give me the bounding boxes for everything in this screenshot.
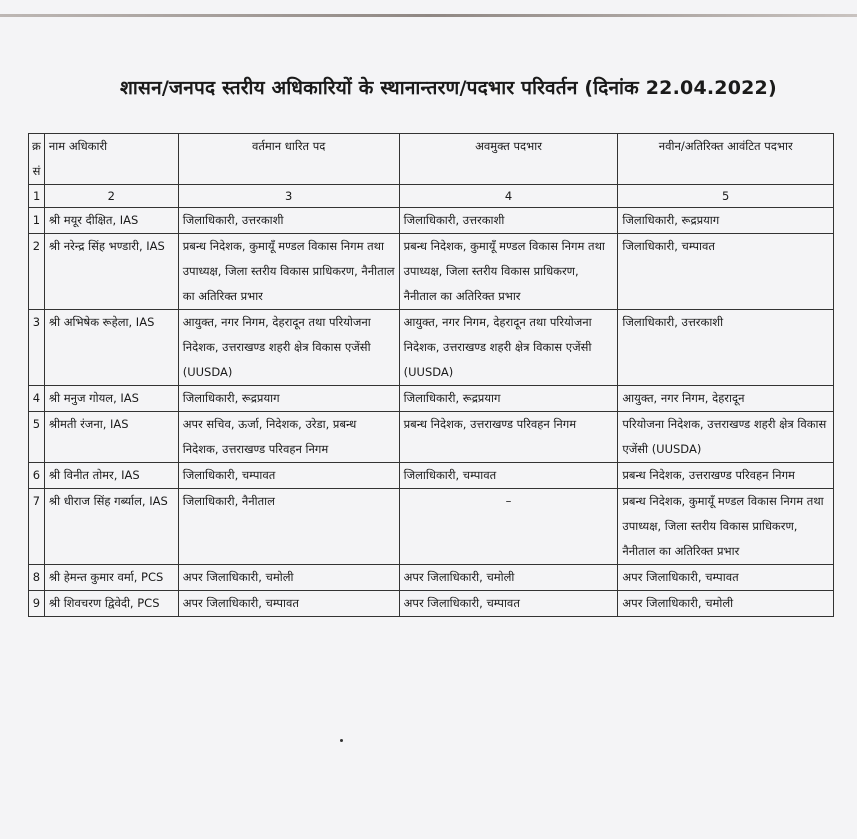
relieved-charge: अपर जिलाधिकारी, चम्पावत (399, 591, 618, 617)
officer-name: श्री मनुज गोयल, IAS (44, 386, 178, 412)
row-serial-number: 4 (29, 386, 45, 412)
row-serial-number: 2 (29, 234, 45, 310)
current-post: जिलाधिकारी, चम्पावत (178, 463, 399, 489)
page-title: शासन/जनपद स्तरीय अधिकारियों के स्थानान्तरण/पदभार परिवर्तन (दिनांक 22.04.2022) (120, 77, 777, 99)
current-post: जिलाधिकारी, रूद्रप्रयाग (178, 386, 399, 412)
officer-name: श्री हेमन्त कुमार वर्मा, PCS (44, 565, 178, 591)
relieved-charge: – (399, 489, 618, 565)
officer-name: श्री धीराज सिंह गर्ब्याल, IAS (44, 489, 178, 565)
column-number-row (29, 185, 834, 208)
relieved-charge: अपर जिलाधिकारी, चमोली (399, 565, 618, 591)
header-sn: क्र सं (29, 134, 45, 185)
row-serial-number: 9 (29, 591, 45, 617)
header-relieved-charge: अवमुक्त पदभार (399, 134, 618, 185)
relieved-charge: जिलाधिकारी, रूद्रप्रयाग (399, 386, 618, 412)
new-charge: प्रबन्ध निदेशक, उत्तराखण्ड परिवहन निगम (618, 463, 834, 489)
header-name: नाम अधिकारी (44, 134, 178, 185)
table-body (29, 208, 834, 617)
row-serial-number: 7 (29, 489, 45, 565)
current-post: जिलाधिकारी, नैनीताल (178, 489, 399, 565)
current-post: अपर सचिव, ऊर्जा, निदेशक, उरेडा, प्रबन्ध निदेशक, उत्तराखण्ड परिवहन निगम (178, 412, 399, 463)
current-post: अपर जिलाधिकारी, चमोली (178, 565, 399, 591)
table-row (29, 489, 834, 565)
table-row (29, 463, 834, 489)
table-row (29, 412, 834, 463)
current-post: अपर जिलाधिकारी, चम्पावत (178, 591, 399, 617)
column-number: 3 (178, 185, 399, 208)
header-new-charge: नवीन/अतिरिक्त आवंटित पदभार (618, 134, 834, 185)
table-row (29, 310, 834, 386)
column-number: 4 (399, 185, 618, 208)
new-charge: प्रबन्ध निदेशक, कुमायूँ मण्डल विकास निगम तथा उपाध्यक्ष, जिला स्तरीय विकास प्राधिकरण, नैनीताल का अतिरिक्त प्रभार (618, 489, 834, 565)
relieved-charge: आयुक्त, नगर निगम, देहरादून तथा परियोजना निदेशक, उत्तराखण्ड शहरी क्षेत्र विकास एजेंसी (UUSDA) (399, 310, 618, 386)
current-post: जिलाधिकारी, उत्तरकाशी (178, 208, 399, 234)
table-row (29, 386, 834, 412)
new-charge: जिलाधिकारी, चम्पावत (618, 234, 834, 310)
table-row (29, 234, 834, 310)
officer-name: श्रीमती रंजना, IAS (44, 412, 178, 463)
officer-name: श्री शिवचरण द्विवेदी, PCS (44, 591, 178, 617)
table-row (29, 591, 834, 617)
relieved-charge: जिलाधिकारी, चम्पावत (399, 463, 618, 489)
new-charge: अपर जिलाधिकारी, चमोली (618, 591, 834, 617)
current-post: आयुक्त, नगर निगम, देहरादून तथा परियोजना निदेशक, उत्तराखण्ड शहरी क्षेत्र विकास एजेंसी (UUSDA) (178, 310, 399, 386)
table-row (29, 208, 834, 234)
officer-name: श्री मयूर दीक्षित, IAS (44, 208, 178, 234)
new-charge: जिलाधिकारी, उत्तरकाशी (618, 310, 834, 386)
row-serial-number: 3 (29, 310, 45, 386)
row-serial-number: 1 (29, 208, 45, 234)
table-row (29, 565, 834, 591)
new-charge: आयुक्त, नगर निगम, देहरादून (618, 386, 834, 412)
column-number: 5 (618, 185, 834, 208)
officer-name: श्री नरेन्द्र सिंह भण्डारी, IAS (44, 234, 178, 310)
current-post: प्रबन्ध निदेशक, कुमायूँ मण्डल विकास निगम तथा उपाध्यक्ष, जिला स्तरीय विकास प्राधिकरण, नैनीताल का अतिरिक्त प्रभार (178, 234, 399, 310)
new-charge: जिलाधिकारी, रूद्रप्रयाग (618, 208, 834, 234)
new-charge: परियोजना निदेशक, उत्तराखण्ड शहरी क्षेत्र विकास एजेंसी (UUSDA) (618, 412, 834, 463)
column-number: 1 (29, 185, 45, 208)
row-serial-number: 5 (29, 412, 45, 463)
column-number: 2 (44, 185, 178, 208)
transfer-table (28, 133, 834, 617)
top-divider-line (0, 14, 857, 17)
stray-dot (340, 739, 343, 742)
row-serial-number: 6 (29, 463, 45, 489)
header-current-post: वर्तमान धारित पद (178, 134, 399, 185)
officer-name: श्री विनीत तोमर, IAS (44, 463, 178, 489)
new-charge: अपर जिलाधिकारी, चम्पावत (618, 565, 834, 591)
relieved-charge: प्रबन्ध निदेशक, उत्तराखण्ड परिवहन निगम (399, 412, 618, 463)
officer-name: श्री अभिषेक रूहेला, IAS (44, 310, 178, 386)
relieved-charge: प्रबन्ध निदेशक, कुमायूँ मण्डल विकास निगम तथा उपाध्यक्ष, जिला स्तरीय विकास प्राधिकरण, नैनीताल का अतिरिक्त प्रभार (399, 234, 618, 310)
table-header-row (29, 134, 834, 185)
relieved-charge: जिलाधिकारी, उत्तरकाशी (399, 208, 618, 234)
row-serial-number: 8 (29, 565, 45, 591)
